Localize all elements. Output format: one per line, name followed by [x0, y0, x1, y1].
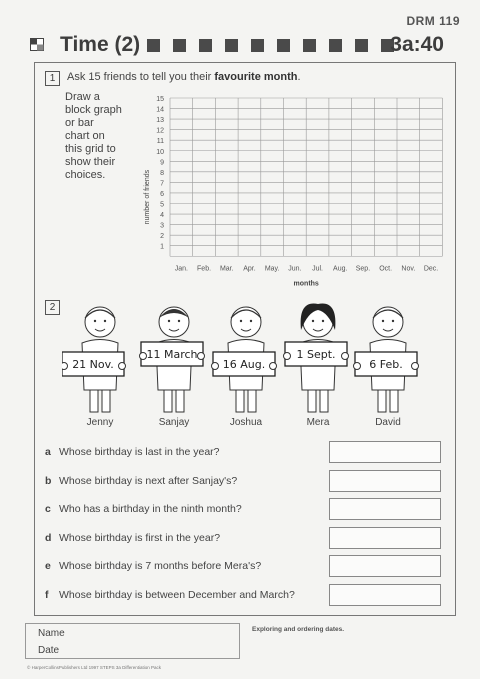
child-name: David [375, 417, 401, 428]
birthday-card-text: 1 Sept. [296, 348, 336, 361]
child-name: Joshua [229, 417, 263, 428]
x-tick-label: May. [264, 265, 280, 273]
question-row [45, 503, 242, 515]
question-letter: e [45, 560, 51, 572]
y-tick-label: 11 [156, 138, 164, 146]
question-1-number: 1 [45, 71, 60, 86]
y-tick-label: 14 [156, 106, 164, 114]
y-tick-label: 10 [156, 148, 164, 156]
x-tick-label: Dec. [423, 265, 439, 273]
instruction-line: show their [65, 156, 116, 168]
question-text: Whose birthday is between December and March? [59, 588, 295, 601]
copyright-line: © HarperCollinsPublishers Ltd 1997 STEPS 3a Differentiation Pack [27, 665, 162, 670]
instruction-line: Draw a [65, 91, 100, 103]
answer-box[interactable] [329, 555, 441, 577]
date-label: Date [38, 645, 60, 656]
question-row [45, 475, 237, 487]
answer-box[interactable] [329, 527, 441, 549]
x-tick-label: Feb. [197, 265, 212, 273]
y-tick-label: 13 [156, 117, 164, 125]
birthday-card-text: 11 March [146, 348, 198, 361]
teacher-note: Exploring and ordering dates. [252, 626, 345, 633]
decor-square [199, 39, 212, 52]
answer-box[interactable] [329, 441, 441, 463]
decorative-squares [147, 39, 394, 52]
birthday-card [212, 352, 277, 376]
decor-square [147, 39, 160, 52]
instruction-line: choices. [65, 169, 106, 181]
decor-square [225, 39, 238, 52]
question-1-instructions [65, 91, 145, 182]
decor-square [303, 39, 316, 52]
page-title: Time (2) [60, 33, 141, 56]
birthday-card-text: 6 Feb. [369, 358, 403, 371]
birthday-card-text: 16 Aug. [222, 358, 266, 371]
child-name: Mera [306, 417, 330, 428]
sheet-code: 3a:40 [390, 33, 444, 56]
instruction-line: this grid to [65, 143, 116, 155]
name-label: Name [38, 628, 65, 639]
instruction-line: or bar [65, 117, 94, 129]
x-tick-label: Jan. [174, 265, 188, 273]
answer-box[interactable] [329, 584, 441, 606]
decor-square [355, 39, 368, 52]
y-tick-label: 3 [160, 222, 164, 230]
answer-box[interactable] [329, 470, 441, 492]
question-row [45, 532, 220, 544]
bar-chart-grid[interactable] [140, 90, 445, 300]
calendar-icon [30, 38, 44, 51]
y-tick-label: 1 [160, 243, 164, 251]
sheet-reference: DRM 119 [406, 14, 460, 28]
question-text: Whose birthday is 7 months before Mera's? [59, 560, 262, 572]
y-tick-label: 6 [160, 190, 164, 198]
answer-box[interactable] [329, 498, 441, 520]
birthday-card [140, 342, 205, 366]
y-tick-label: 15 [156, 96, 164, 103]
y-tick-label: 9 [160, 159, 164, 167]
decor-square [329, 39, 342, 52]
instruction-line: block graph [65, 104, 122, 116]
y-tick-label: 2 [160, 233, 164, 241]
birthday-card-text: 21 Nov. [72, 358, 114, 371]
birthday-card [284, 342, 349, 366]
x-tick-label: Oct. [379, 265, 393, 273]
y-tick-label: 8 [160, 169, 164, 177]
child-name: Jenny [86, 417, 114, 428]
y-tick-label: 12 [156, 127, 164, 135]
question-letter: b [45, 474, 52, 487]
x-tick-label: Jul. [312, 265, 324, 273]
question-letter: f [45, 588, 49, 601]
y-axis-label: number of friends [144, 169, 151, 225]
question-1-text: Ask 15 friends to tell you their favourite month. [67, 71, 301, 83]
decor-square [277, 39, 290, 52]
question-letter: c [45, 503, 51, 515]
decor-square [251, 39, 264, 52]
question-row [45, 589, 295, 601]
x-tick-label: Sep. [355, 265, 371, 273]
question-letter: d [45, 531, 52, 544]
x-tick-label: Apr. [243, 265, 256, 273]
question-row [45, 560, 261, 572]
y-tick-label: 7 [160, 180, 164, 188]
question-text: Whose birthday is last in the year? [59, 446, 220, 458]
question-text: Whose birthday is next after Sanjay's? [59, 474, 238, 487]
children-illustration [62, 298, 442, 416]
x-tick-label: Mar. [219, 265, 234, 273]
x-tick-label: Nov. [401, 265, 416, 273]
question-letter: a [45, 446, 51, 458]
instruction-line: chart on [65, 130, 105, 142]
x-tick-label: Jun. [288, 265, 302, 273]
question-2-number: 2 [45, 300, 60, 315]
birthday-card [62, 352, 126, 376]
question-text: Whose birthday is first in the year? [59, 531, 221, 544]
birthday-card [354, 352, 419, 376]
y-tick-label: 5 [160, 201, 164, 209]
question-row [45, 446, 220, 458]
y-tick-label: 4 [160, 212, 164, 220]
x-tick-label: Aug. [333, 265, 348, 273]
x-axis-label: months [293, 280, 319, 288]
decor-square [173, 39, 186, 52]
child-name: Sanjay [158, 417, 190, 428]
question-text: Who has a birthday in the ninth month? [59, 503, 242, 515]
